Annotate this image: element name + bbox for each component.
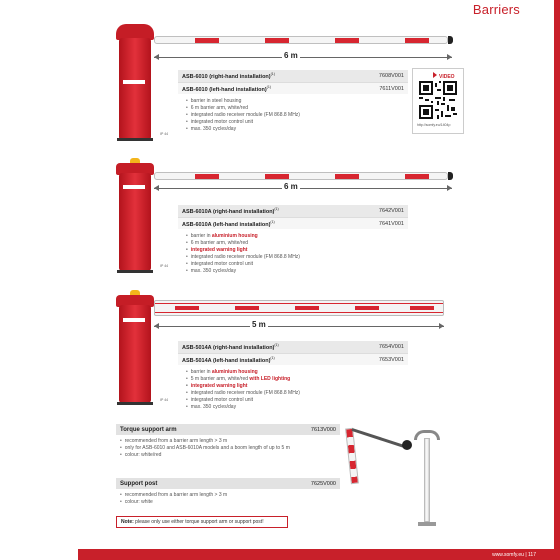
spec-list (186, 369, 408, 411)
figure-ref: IP 44 (160, 132, 169, 136)
housing-base (117, 402, 153, 405)
spec-item: • colour: white (120, 499, 340, 506)
article-code: 7653V001 (378, 356, 404, 363)
variant-row: ASB-6010 (right-hand installation)$^{(1)}$ 7608V001 (178, 70, 408, 82)
arm-length-label: 6 m (284, 51, 298, 60)
article-code: 7642V001 (378, 208, 404, 214)
accessory-torque-arm (116, 424, 340, 459)
article-code: 7654V001 (378, 344, 404, 350)
product-table-2 (178, 205, 408, 275)
figure-ref: IP 44 (160, 398, 169, 402)
variant-row: ASB-6010A (right-hand installation)$^{(1)}$ 7642V001 (178, 205, 408, 217)
torque-support-arm-illustration (344, 422, 414, 488)
usage-note: Note: please only use either torque support arm or support post! (116, 516, 288, 528)
page-title: Barriers (472, 2, 520, 17)
figure-ref: IP 44 (160, 264, 169, 268)
barrier-arm (154, 172, 448, 180)
dimension-line (154, 57, 452, 58)
video-url[interactable]: http://somfy.eu/1404p (417, 123, 451, 127)
dimension-arrow-right (447, 54, 452, 60)
footer-bar (78, 549, 554, 560)
arm-length-label: 5 m (252, 320, 266, 329)
arm-length-label: 6 m (284, 182, 298, 191)
housing-base (117, 138, 153, 141)
barrier-arm (154, 36, 448, 44)
brand-label (123, 318, 145, 322)
spec-item: • integrated motor control unit (186, 119, 408, 126)
spec-item: • recommended from a barrier arm length > 3 m (120, 492, 340, 499)
variant-row: ASB-5014A (right-hand installation)$^{(1)}$ 7654V001 (178, 341, 408, 353)
barrier-housing (119, 38, 151, 140)
spec-item: • max. 350 cycles/day (186, 126, 408, 133)
accessory-header: Support post 7625V000 (116, 478, 340, 489)
support-post-illustration (408, 430, 448, 530)
spec-item: • barrier in steel housing (186, 98, 408, 105)
spec-item: • 6 m barrier arm, white/red (186, 105, 408, 112)
spec-item: • 6 m barrier arm, white/red (186, 240, 408, 247)
accessory-header: Torque support arm 7613V000 (116, 424, 340, 435)
spec-list (120, 438, 340, 459)
dimension-line (154, 326, 444, 327)
video-qr-box[interactable] (412, 68, 464, 134)
video-label: VIDEO (433, 72, 455, 80)
article-code: 7613V000 (310, 426, 336, 433)
dimension-arrow-left (154, 185, 159, 191)
spec-item: • 5 m barrier arm, white/red with LED lighting (186, 376, 408, 383)
variant-row: ASB-6010A (left-hand installation)$^{(1)}$ 7641V001 (178, 217, 408, 229)
variant-row: ASB-6010 (left-hand installation)$^{(1)}$ 7611V001 (178, 82, 408, 94)
arm-tip (448, 36, 453, 44)
spec-list (186, 98, 408, 133)
dimension-line (154, 188, 452, 189)
spec-list (120, 492, 340, 506)
article-code: 7611V001 (379, 85, 404, 92)
housing-base (117, 270, 153, 273)
spec-item: • integrated warning light (186, 247, 408, 254)
brand-label (123, 80, 145, 84)
play-icon (433, 72, 437, 78)
article-code: 7608V001 (378, 73, 404, 79)
spec-item: • max. 350 cycles/day (186, 404, 408, 411)
dimension-arrow-left (154, 54, 159, 60)
spec-item: • barrier in aluminium housing (186, 369, 408, 376)
product-table-3 (178, 341, 408, 411)
footer-text: www.somfy.eu | 117 (492, 551, 536, 558)
spec-item: • integrated radio receiver module (FM 868.8 MHz) (186, 254, 408, 261)
spec-item: • recommended from a barrier arm length > 3 m (120, 438, 340, 445)
spec-item: • colour: white/red (120, 452, 340, 459)
spec-item: • barrier in aluminium housing (186, 233, 408, 240)
arm-tip (448, 172, 453, 180)
spec-item: • integrated motor control unit (186, 397, 408, 404)
led-barrier-arm (154, 300, 444, 316)
page-edge-accent (554, 0, 560, 560)
article-code: 7625V000 (310, 480, 336, 487)
accessory-support-post (116, 478, 340, 506)
spec-list (186, 233, 408, 275)
variant-row: ASB-5014A (left-hand installation)$^{(1)}$ 7653V001 (178, 353, 408, 365)
spec-item: • integrated warning light (186, 383, 408, 390)
spec-item: • max. 350 cycles/day (186, 268, 408, 275)
spec-item: • only for ASB-6010 and ASB-6010A models and a boom length of up to 5 m (120, 445, 340, 452)
product-table-1 (178, 70, 408, 133)
brand-label (123, 185, 145, 189)
dimension-arrow-right (439, 323, 444, 329)
qr-code-icon (419, 81, 457, 119)
spec-item: • integrated radio receiver module (FM 868.8 MHz) (186, 112, 408, 119)
dimension-arrow-left (154, 323, 159, 329)
spec-item: • integrated radio receiver module (FM 868.8 MHz) (186, 390, 408, 397)
dimension-arrow-right (447, 185, 452, 191)
article-code: 7641V001 (378, 220, 404, 227)
spec-item: • integrated motor control unit (186, 261, 408, 268)
